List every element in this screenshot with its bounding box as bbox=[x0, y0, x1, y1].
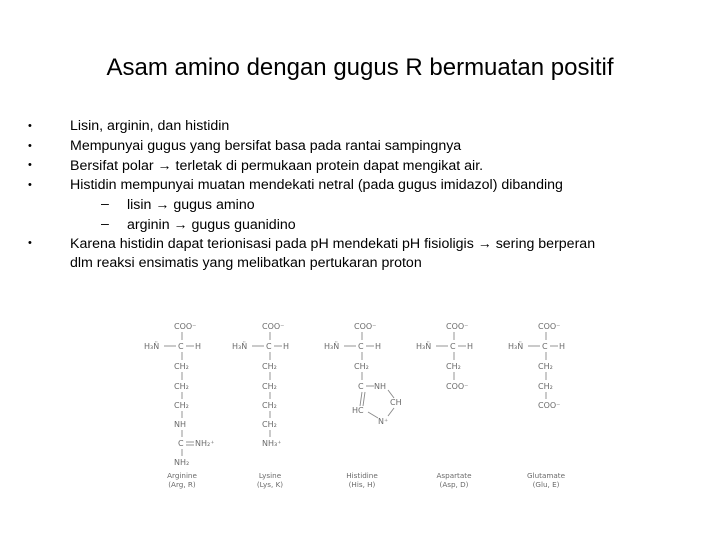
bullet-text: Lisin, arginin, dan histidin bbox=[70, 118, 230, 134]
sub-bullet-item bbox=[28, 215, 708, 235]
structure-caption: Aspartate bbox=[436, 471, 472, 480]
chem-label: CH₂ bbox=[262, 362, 277, 371]
bullet-text: Mempunyai gugus yang bersifat basa pada rantai sampingnya bbox=[70, 137, 462, 154]
chem-label: CH₂ bbox=[538, 362, 553, 371]
chem-label: NH₃⁺ bbox=[262, 439, 282, 448]
chem-label: H bbox=[559, 342, 566, 351]
bullet-text bbox=[70, 156, 483, 177]
bullet-text bbox=[70, 234, 595, 255]
chem-label: COO⁻ bbox=[446, 322, 469, 331]
chem-label: H bbox=[467, 342, 474, 351]
chem-label: C bbox=[542, 342, 548, 351]
bullet-continuation bbox=[28, 254, 708, 274]
bullet-text-after: sering berperan bbox=[495, 236, 596, 252]
bullet-item bbox=[28, 137, 708, 157]
structures-svg bbox=[132, 312, 592, 497]
amino-acid-structures-figure bbox=[132, 312, 592, 497]
structure-caption: (Arg, R) bbox=[168, 480, 196, 489]
chem-label: H₃N̈ bbox=[508, 342, 524, 351]
bullet-marker: • bbox=[28, 159, 32, 171]
chem-label: COO⁻ bbox=[174, 322, 197, 331]
chem-label: H₃N̈ bbox=[324, 342, 340, 351]
chem-label: CH₂ bbox=[262, 401, 277, 410]
chem-label: NH₂⁺ bbox=[195, 439, 215, 448]
chem-label: NH₂ bbox=[174, 458, 190, 467]
chem-label: H₃N̈ bbox=[232, 342, 248, 351]
chem-label: COO⁻ bbox=[446, 382, 469, 391]
chem-label: C bbox=[178, 439, 184, 448]
arginine-structure bbox=[144, 322, 214, 489]
chem-label: C bbox=[450, 342, 456, 351]
aspartate-structure bbox=[416, 322, 473, 489]
chem-label: H₃N̈ bbox=[416, 342, 432, 351]
structure-caption: Histidine bbox=[346, 471, 378, 480]
sub-bullet-text-after: gugus guanidino bbox=[191, 216, 296, 233]
chem-bond bbox=[368, 412, 378, 418]
sub-bullet-item bbox=[28, 195, 708, 215]
sub-bullet-text-before: lisin bbox=[127, 197, 152, 213]
histidine-structure bbox=[324, 322, 402, 489]
structure-caption: (His, H) bbox=[348, 480, 376, 489]
chem-label: CH₂ bbox=[174, 401, 189, 410]
sub-bullet-marker: – bbox=[101, 215, 109, 232]
chem-bond bbox=[388, 408, 394, 416]
sub-bullet-text-after: gugus amino bbox=[173, 197, 255, 213]
bullet-text-before: Karena histidin dapat terionisasi pada pH mendekati pH fisioligis bbox=[70, 236, 474, 252]
slide-title: Asam amino dengan gugus R bermuatan positif bbox=[106, 54, 614, 81]
sub-bullet-marker: – bbox=[101, 196, 109, 212]
chem-label: NH bbox=[174, 420, 186, 429]
chem-label: H bbox=[375, 342, 382, 351]
chem-bond bbox=[388, 390, 394, 398]
chem-label: CH bbox=[390, 398, 402, 407]
chem-label: CH₂ bbox=[262, 382, 277, 391]
chem-label: CH₂ bbox=[446, 362, 461, 371]
bullet-item bbox=[28, 234, 708, 254]
right-arrow-icon: → bbox=[173, 215, 188, 232]
bullet-item bbox=[28, 176, 708, 196]
chem-label: C bbox=[178, 342, 184, 351]
chem-label: CH₂ bbox=[174, 382, 189, 391]
bullet-text: dlm reaksi ensimatis yang melibatkan pertukaran proton bbox=[70, 254, 422, 271]
chem-label: N⁺ bbox=[378, 417, 389, 426]
bullet-item bbox=[28, 156, 708, 176]
bullet-marker: • bbox=[28, 178, 32, 191]
right-arrow-icon: → bbox=[477, 235, 492, 251]
chem-label: H₃N̈ bbox=[144, 342, 160, 351]
chem-label: C bbox=[358, 382, 364, 391]
chem-label: CH₂ bbox=[354, 362, 369, 371]
structure-caption: (Lys, K) bbox=[256, 480, 284, 489]
bullet-marker: • bbox=[28, 237, 32, 249]
right-arrow-icon: → bbox=[157, 157, 172, 173]
bullet-list bbox=[28, 117, 708, 273]
bullet-text: Histidin mempunyai muatan mendekati netral (pada gugus imidazol) dibanding bbox=[70, 176, 563, 193]
structure-caption: (Asp, D) bbox=[439, 480, 469, 489]
chem-label: H bbox=[195, 342, 202, 351]
chem-label: COO⁻ bbox=[538, 322, 561, 331]
bullet-marker: • bbox=[28, 139, 32, 152]
structure-caption: (Glu, E) bbox=[532, 480, 560, 489]
chem-label: C bbox=[358, 342, 364, 351]
chem-label: H bbox=[283, 342, 290, 351]
bullet-text-after: terletak di permukaan protein dapat mengikat air. bbox=[175, 158, 484, 174]
structure-caption: Lysine bbox=[258, 471, 282, 480]
chem-label: COO⁻ bbox=[354, 322, 377, 331]
chem-label: C bbox=[266, 342, 272, 351]
bullet-text-before: Bersifat polar bbox=[70, 158, 154, 174]
chem-label: CH₂ bbox=[174, 362, 189, 371]
glutamate-structure bbox=[508, 322, 566, 489]
bullet-item bbox=[28, 117, 708, 137]
chem-label: HC bbox=[352, 406, 364, 415]
structure-caption: Glutamate bbox=[527, 471, 565, 480]
structure-caption: Arginine bbox=[167, 471, 197, 480]
chem-label: COO⁻ bbox=[538, 401, 561, 410]
sub-bullet-text bbox=[127, 195, 255, 216]
chem-label: NH bbox=[374, 382, 386, 391]
chem-label: CH₂ bbox=[262, 420, 277, 429]
lysine-structure bbox=[232, 322, 289, 489]
sub-bullet-text-before: arginin bbox=[127, 216, 170, 233]
chem-bond bbox=[360, 392, 362, 406]
chem-bond bbox=[363, 392, 365, 406]
chem-label: COO⁻ bbox=[262, 322, 285, 331]
sub-bullet-text bbox=[127, 215, 296, 236]
bullet-marker: • bbox=[28, 120, 32, 132]
right-arrow-icon: → bbox=[155, 196, 170, 212]
chem-label: CH₂ bbox=[538, 382, 553, 391]
